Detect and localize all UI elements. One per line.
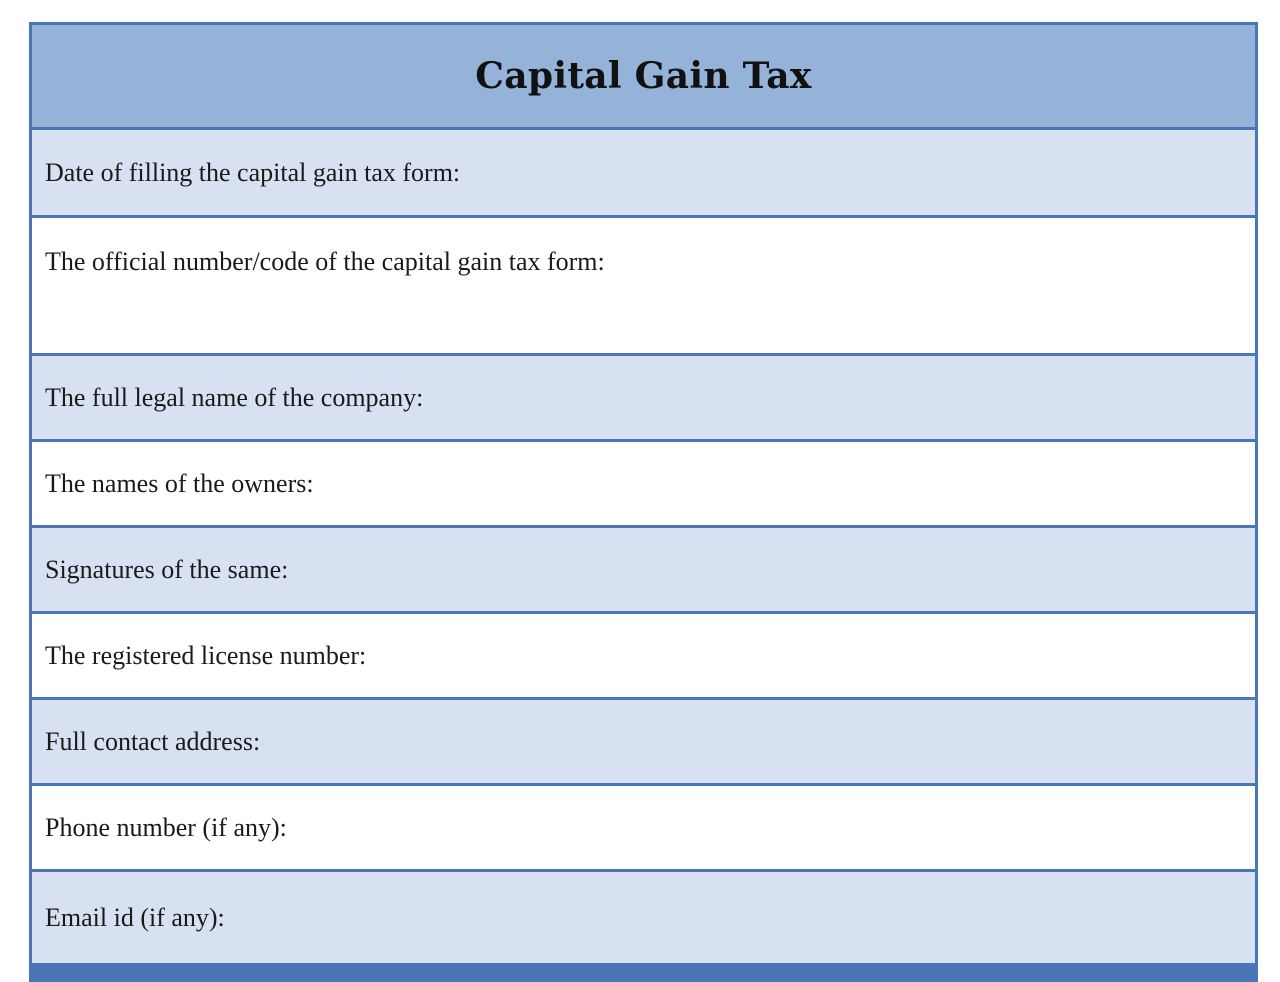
form-row-official-code [32,218,1255,353]
field-label: The names of the owners: [32,442,641,525]
field-label: Phone number (if any): [32,786,641,869]
field-label-text: The official number/code of the capital gain tax form: [45,247,605,276]
field-label: Full contact address: [32,700,641,783]
company-name-field[interactable] [644,356,1255,439]
field-label: Email id (if any): [32,872,641,963]
form-row-email [32,872,1255,963]
signatures-field[interactable] [644,528,1255,611]
field-label: The full legal name of the company: [32,356,641,439]
field-label [32,218,641,353]
form-row-filing-date [32,130,1255,215]
form-row-owner-names [32,442,1255,525]
field-label: Signatures of the same: [32,528,641,611]
form-header [32,25,1255,127]
official-code-field[interactable] [644,218,1255,353]
form-row-company-name [32,356,1255,439]
form-title: Capital Gain Tax [475,55,812,97]
contact-address-field[interactable] [644,700,1255,783]
field-label: The registered license number: [32,614,641,697]
form-row-phone-number [32,786,1255,869]
owner-names-field[interactable] [644,442,1255,525]
form-row-license-number [32,614,1255,697]
form-row-signatures [32,528,1255,611]
capital-gain-tax-form [29,22,1258,982]
license-number-field[interactable] [644,614,1255,697]
form-row-contact-address [32,700,1255,783]
email-field[interactable] [644,872,1255,963]
filing-date-field[interactable] [644,130,1255,215]
phone-number-field[interactable] [644,786,1255,869]
field-label: Date of filling the capital gain tax form: [32,130,641,215]
